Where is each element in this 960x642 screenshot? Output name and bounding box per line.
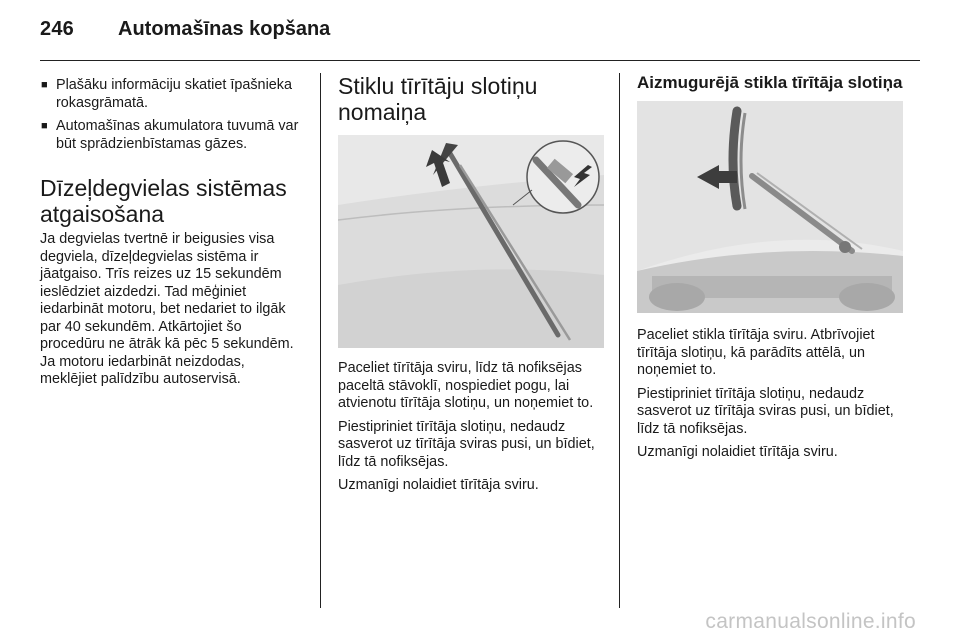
wiper-paragraph-1: Paceliet tīrītāja sviru, līdz tā nofiksējas paceltā stāvoklī, nospiediet pogu, lai atvienotu tīrītāja slotiņu, un noņemiet to. <box>338 360 594 411</box>
rear-wiper-paragraph-2: Piestipriniet tīrītāja slotiņu, nedaudz sasverot uz tīrītāja sviras pusi, un bīdiet, līdz tā nofiksējas. <box>637 385 894 437</box>
column-3 <box>637 73 903 468</box>
section-heading-diesel-bleeding: Dīzeļdegvielas sistēmas atgaisošana <box>40 175 287 227</box>
wiper-paragraph-2: Piestipriniet tīrītāja slotiņu, nedaudz sasverot uz tīrītāja sviras pusi, un bīdiet, līdz tā nofiksējas. <box>338 418 595 470</box>
diesel-bleeding-paragraph: Ja degvielas tvertnē ir beigusies visa degviela, dīzeļdegvielas sistēma ir jāatgaiso. Trīs reizes uz 15 sekundēm ieslēdziet aizdedzi. Tad mēģiniet iedarbināt motoru, bet nedariet to ilgāk par 40 sekundēm. Atkārtojiet šo procedūru ne ātrāk kā pēc 5 sekundēm. Ja motoru iedarbināt neizdodas, meklējiet palīdzību autoservisā. <box>40 231 294 387</box>
rear-wiper-illustration <box>637 101 903 313</box>
column-divider-2 <box>619 73 620 608</box>
bullet-item: ■ Automašīnas akumulatora tuvumā var būt sprādzienbīstamas gāzes. <box>40 118 302 153</box>
rear-wiper-paragraph-3: Uzmanīgi nolaidiet tīrītāja sviru. <box>637 444 838 460</box>
watermark: carmanualsonline.info <box>705 610 916 633</box>
bullet-item: ■ Plašāku informāciju skatiet īpašnieka rokasgrāmatā. <box>40 77 302 112</box>
column-2 <box>338 73 604 501</box>
chapter-title: Automašīnas kopšana <box>118 18 331 40</box>
column-divider-1 <box>320 73 321 608</box>
rear-wiper-paragraph-1: Paceliet stikla tīrītāja sviru. Atbrīvojiet tīrītāja slotiņu, kā parādīts attēlā, un noņemiet to. <box>637 327 875 378</box>
page-header <box>40 18 920 48</box>
section-heading-rear-wiper: Aizmugurējā stikla tīrītāja slotiņa <box>637 73 903 92</box>
column-1 <box>40 73 302 395</box>
section-heading-wiper-replacement: Stiklu tīrītāju slotiņu nomaiņa <box>338 73 538 125</box>
header-divider <box>40 60 920 61</box>
front-wiper-illustration <box>338 135 604 348</box>
bullet-list <box>40 77 302 153</box>
wiper-paragraph-3: Uzmanīgi nolaidiet tīrītāja sviru. <box>338 477 539 493</box>
page-number: 246 <box>40 18 74 40</box>
